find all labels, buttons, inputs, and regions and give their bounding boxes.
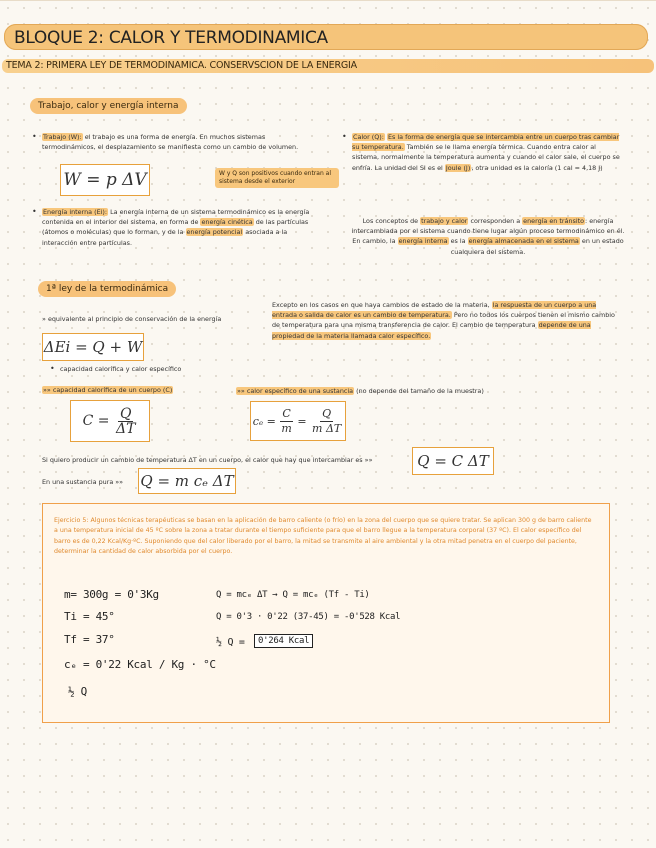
concepts-text-c: : energía intercambiada por el sistema cuando tiene lugar algún proceso termodinámico en él. En cambio, la <box>351 217 625 246</box>
equivalence-text: » equivalente al principio de conservación de la energía <box>42 315 222 323</box>
concepts-text-d: es la <box>448 237 468 246</box>
substance-text: En una sustancia pura »» <box>42 478 124 486</box>
formula-ce-den2: m ΔT <box>312 421 342 435</box>
calor-unit: Joule (J) <box>445 163 471 172</box>
calor-paragraph <box>352 132 622 173</box>
formula-ce-num1: C <box>282 406 291 420</box>
formula-specific-heat <box>250 401 346 441</box>
concepts-paragraph <box>348 216 628 257</box>
concepts-hl-stored: energía almacenada en el sistema <box>468 237 579 246</box>
energia-text-b: de las partículas (átomos o moléculas) que lo forman, y de la <box>42 218 309 237</box>
formula-c-fraction <box>114 407 137 436</box>
specific-heat-label-text: »» calor específico de una sustancia <box>237 387 354 395</box>
step-3-result-box: 0'264 Kcal <box>254 634 313 648</box>
formula-ce-lhs: cₑ = <box>252 414 276 428</box>
trabajo-term: Trabajo (W): <box>43 133 82 141</box>
page-title: BLOQUE 2: CALOR Y TERMODINAMICA <box>14 28 328 48</box>
concepts-hl-internal: energía interna <box>398 237 448 246</box>
calor-highlight: Es la forma de energía que se intercambia entre un cuerpo tras cambiar su temperatura. <box>352 133 620 152</box>
exception-paragraph <box>272 300 616 341</box>
energia-hl-kinetic: energía cinética <box>201 218 253 227</box>
formula-ce-den1: m <box>281 421 292 435</box>
formula-q-mce-dt: Q = m cₑ ΔT <box>138 468 236 494</box>
page-top-rule <box>0 0 656 1</box>
calor-text: También se le llama energía térmica. Cuando entra calor al sistema, normalmente la temperatura aumenta y cuando el calor sale, el cuerpo se enfría. La unidad del SI es el <box>352 143 620 172</box>
temp-change-text: Si quiero producir un cambio de temperatura ΔT en un cuerpo, el calor que hay que intercambiar es »» <box>42 456 373 464</box>
capacity-label <box>42 385 173 395</box>
trabajo-paragraph <box>42 132 306 152</box>
formula-heat-capacity <box>70 400 150 442</box>
note-w-q-positive: W y Q son positivos cuando entran al sistema desde el exterior <box>215 168 339 188</box>
calor-term: Calor (Q): <box>353 133 384 141</box>
data-final-temp: Tf = 37° <box>64 633 115 646</box>
concepts-hl-transit: energía en tránsito <box>523 217 585 225</box>
formula-ce-eq: = <box>297 414 307 428</box>
energia-hl-potential: energía potencial <box>186 228 243 237</box>
concepts-text-e: en un estado cualquiera del sistema. <box>450 237 624 256</box>
step-2-calculation: Q = 0'3 · 0'22 (37-45) = -0'528 Kcal <box>216 612 401 622</box>
formula-c-lhs: C = <box>82 413 110 429</box>
section-heading-work-heat: Trabajo, calor y energía interna <box>30 98 187 114</box>
energia-term: Energía interna (Ei): <box>43 208 108 216</box>
formula-ce-num2: Q <box>322 406 332 420</box>
energia-interna-paragraph <box>42 207 312 248</box>
trabajo-text: el trabajo es una forma de energía. En muchos sistemas termodinámicos, el desplazamiento se manifiesta como un cambio de volumen. <box>42 133 299 152</box>
formula-work: W = p ΔV <box>60 164 150 196</box>
data-mass: m= 300g = 0'3Kg <box>64 588 159 601</box>
exception-hl-response: la respuesta de un cuerpo a una entrada o salida de calor es un cambio de temperatura. <box>272 301 597 320</box>
formula-first-law: ΔEi = Q + W <box>42 333 144 361</box>
energia-text-c: asociada a la interacción entre partículas. <box>42 228 288 247</box>
formula-ce-frac-2 <box>310 407 343 436</box>
specific-heat-label <box>236 386 484 396</box>
energia-text-a: La energía interna de un sistema termodinámico es la energía contenida en el interior del sistema, en forma de <box>42 208 310 227</box>
calor-text-2: , otra unidad es la caloría (1 cal = 4,18 J) <box>471 163 603 172</box>
concepts-hl-work-heat: trabajo y calor <box>421 217 468 225</box>
example-statement: Ejercicio 5: Algunos técnicas terapéuticas se basan en la aplicación de barro caliente (o frío) en la zona del cuerpo que se quiere tratar. Se aplican 300 g de barro caliente a una temperatura inicial de 45 ºC sobre la zona a tratar durante el tiempo suficiente para que el barro llegue a la temperatura corporal (37 ºC). El calor específico del barro es de 0,22 Kcal/Kg·ºC. Suponiendo que del calor liberado por el barro, la mitad se transmite al aire ambiental y la otra mitad penetra en el cuerpo del paciente, determinar la cantidad de calor absorbida por el cuerpo. <box>54 517 592 555</box>
data-specific-heat: cₑ = 0'22 Kcal / Kg · °C <box>64 658 216 671</box>
page-subtitle: TEMA 2: PRIMERA LEY DE TERMODINAMICA. CONSERVSCION DE LA ENERGIA <box>6 60 357 71</box>
specific-heat-note: (no depende del tamaño de la muestra) <box>354 387 484 395</box>
bullet-capacity: • capacidad calorífica y calor específico <box>60 364 181 374</box>
formula-c-num: Q <box>119 405 132 422</box>
formula-c-den: ΔT <box>115 420 136 437</box>
step-1-formula: Q = mcₑ ΔT → Q = mcₑ (Tf - Ti) <box>216 590 370 600</box>
exception-hl-specific-heat: depende de una propiedad de la materia llamada calor específico. <box>272 321 591 340</box>
capacity-label-text: »» capacidad calorífica de un cuerpo (C) <box>43 386 173 394</box>
formula-ce-frac-1 <box>279 407 293 436</box>
exception-text-b: Pero no todos los cuerpos tienen el mismo cambio de temperatura para una misma transferencia de calor. El cambio de temperatura <box>272 311 615 330</box>
concepts-text-b: corresponden a <box>468 217 523 225</box>
exception-text-a: Excepto en los casos en que haya cambios de estado de la materia, <box>272 301 492 309</box>
data-initial-temp: Ti = 45° <box>64 610 115 623</box>
formula-q-c-dt: Q = C ΔT <box>412 447 494 475</box>
concepts-text-a: Los conceptos de <box>362 217 421 225</box>
section-heading-first-law: 1ª ley de la termodinámica <box>38 281 176 297</box>
step-3-label: ½ Q = <box>216 637 245 648</box>
data-half-q: ½ Q <box>68 685 87 698</box>
